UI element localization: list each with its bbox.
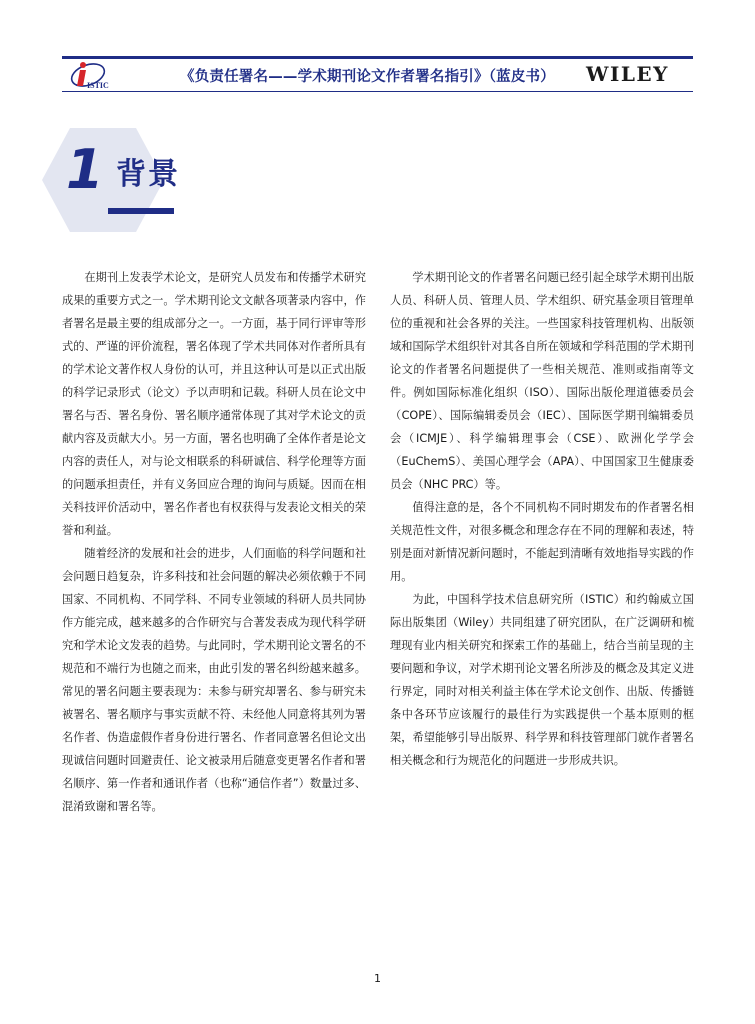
left-column <box>62 266 366 818</box>
istic-logo-text: ISTIC <box>87 81 109 90</box>
chapter-title: 背景 <box>116 157 180 192</box>
right-column <box>390 266 694 772</box>
paragraph: 为此，中国科学技术信息研究所（ISTIC）和约翰威立国际出版集团（Wiley）共同组建了研究团队，在广泛调研和梳理现有业内相关研究和探索工作的基础上，结合当前呈现的主要问题和争议，对学术期刊论文署名所涉及的概念及其定义进行界定，同时对相关利益主体在学术论文创作、出版、传播链条中各环节应该履行的最佳行为实践提供一个基本原则的框架，希望能够引导出版界、科学界和科技管理部门就作者署名相关概念和行为规范化的问题进一步形成共识。 <box>390 593 694 767</box>
istic-logo <box>66 60 114 90</box>
chapter-number: 1 <box>66 138 104 201</box>
publisher-logo: WILEY <box>586 62 669 86</box>
page-number: 1 <box>374 972 381 985</box>
chapter-title-underline <box>108 208 174 214</box>
paragraph: 学术期刊论文的作者署名问题已经引起全球学术期刊出版人员、科研人员、管理人员、学术组织、研究基金项目管理单位的重视和社会各界的关注。一些国家科技管理机构、出版领域和国际学术组织针对其各自所在领域和学科范围的学术期刊论文的作者署名问题提供了一些相关规范、准则或指南等文件。例如国际标准化组织（ISO）、国际出版伦理道德委员会（COPE）、国际编辑委员会（IEC）、国际医学期刊编辑委员会（ICMJE）、科学编辑理事会（CSE）、欧洲化学学会（EuChemS）、美国心理学会（APA）、中国国家卫生健康委员会（NHC PRC）等。 <box>390 271 694 491</box>
header-bottom-rule <box>62 91 693 92</box>
header-top-rule <box>62 56 693 59</box>
paragraph: 在期刊上发表学术论文，是研究人员发布和传播学术研究成果的重要方式之一。学术期刊论文文献各项著录内容中，作者署名是最主要的组成部分之一。一方面，基于同行评审等形式的、严谨的评价流程，署名体现了学术共同体对作者所具有的学术论文著作权人身份的认可，并且这种认可是以正式出版的科学记录形式（论文）予以声明和记载。科研人员在论文中署名与否、署名身份、署名顺序通常体现了其对学术论文的贡献内容及贡献大小。另一方面，署名也明确了全体作者是论文内容的责任人，对与论文相联系的科研诚信、科学伦理等方面的问题承担责任，并有义务回应合理的询问与质疑。因而在相关科技评价活动中，署名作者也有权获得与发表论文相关的荣誉和利益。 <box>62 271 366 537</box>
running-header-title: 《负责任署名——学术期刊论文作者署名指引》（蓝皮书） <box>180 69 555 85</box>
paragraph: 值得注意的是，各个不同机构不同时期发布的作者署名相关规范性文件，对很多概念和理念存在不同的理解和表述，特别是面对新情况新问题时，不能起到清晰有效地指导实践的作用。 <box>390 501 694 583</box>
paragraph: 随着经济的发展和社会的进步，人们面临的科学问题和社会问题日趋复杂，许多科技和社会问题的解决必须依赖于不同国家、不同机构、不同学科、不同专业领域的科研人员共同协作方能完成，越来越多的合作研究与合著发表成为现代科学研究和学术论文发表的趋势。与此同时，学术期刊论文署名的不规范和不端行为也随之而来，由此引发的署名纠纷越来越多。常见的署名问题主要表现为：未参与研究却署名、参与研究未被署名、署名顺序与事实贡献不符、未经他人同意将其列为署名作者、伪造虚假作者身份进行署名、作者同意署名但论文出现诚信问题时回避责任、论文被录用后随意变更署名作者和署名顺序、第一作者和通讯作者（也称“通信作者”）数量过多、混淆致谢和署名等。 <box>62 547 366 813</box>
